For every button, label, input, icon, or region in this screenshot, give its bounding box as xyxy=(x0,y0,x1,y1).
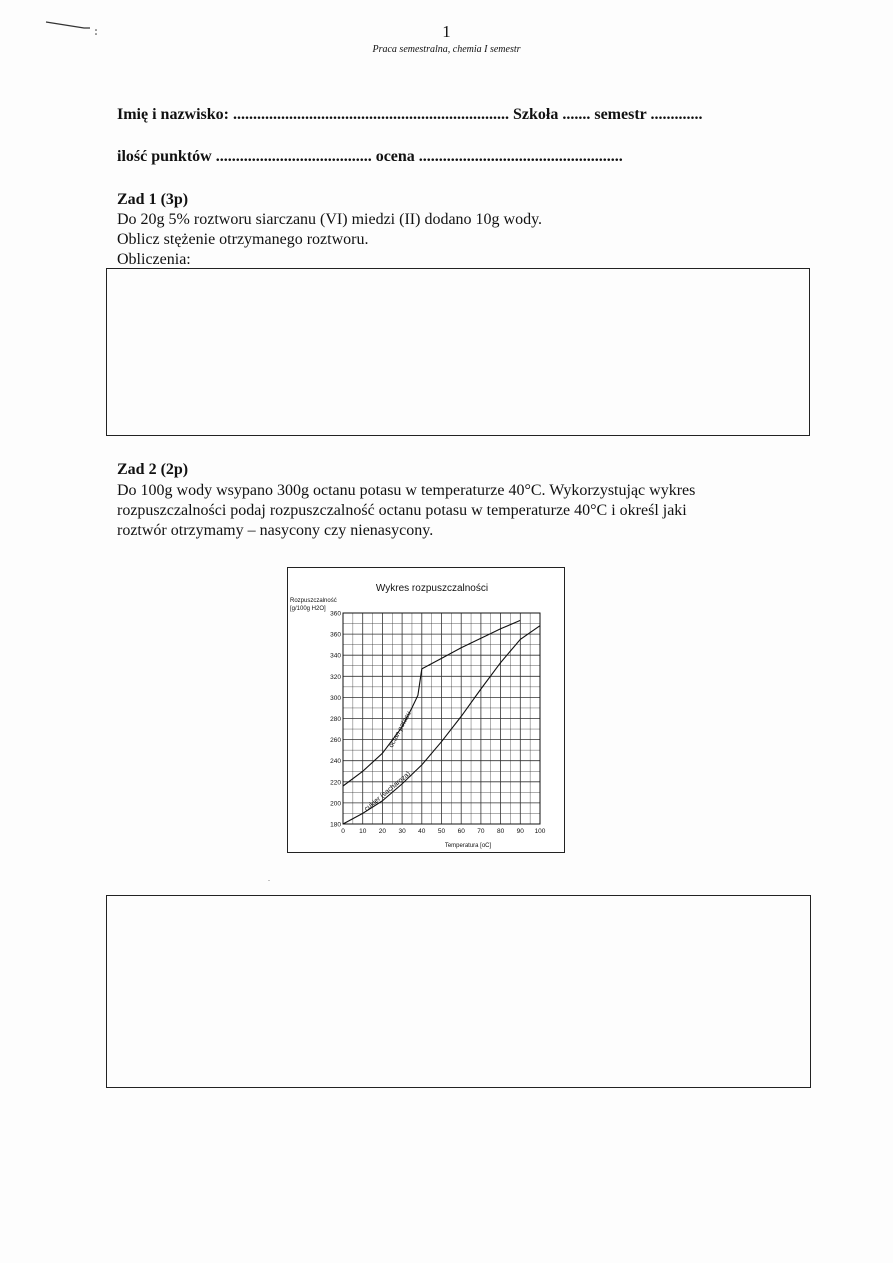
y-tick-label: 220 xyxy=(330,779,341,787)
y-tick-label: 200 xyxy=(330,800,341,808)
page-subtitle: Praca semestralna, chemia I semestr xyxy=(372,44,521,55)
x-tick-label: 10 xyxy=(359,828,367,835)
x-tick-label: 50 xyxy=(437,828,446,835)
series-label-octan-potasu: octan potasu xyxy=(387,710,413,749)
x-tick-label: 90 xyxy=(516,828,524,835)
chart-xlabel: Temperatura [oC] xyxy=(444,843,492,849)
task2-text-line2: rozpuszczalności podaj rozpuszczalność octanu potasu w temperaturze 40°C i określ jaki xyxy=(117,502,687,519)
task1-title: Zad 1 (3p) xyxy=(117,191,189,208)
task1-answer-box[interactable] xyxy=(106,268,810,436)
page-number: 1 xyxy=(442,22,451,41)
y-tick-label: 280 xyxy=(330,716,341,723)
chart-ylabel-line2: [g/100g H2O] xyxy=(290,606,326,612)
y-tick-label: 260 xyxy=(330,737,341,745)
task2-text-line1: Do 100g wody wsypano 300g octanu potasu w temperaturze 40°C. Wykorzystując wykres xyxy=(117,482,696,499)
y-tick-label: 180 xyxy=(330,821,341,829)
scan-speck: . xyxy=(268,874,270,883)
x-tick-label: 80 xyxy=(496,828,505,835)
solubility-chart xyxy=(288,568,564,852)
y-tick-label: 340 xyxy=(330,652,341,660)
chart-grid xyxy=(343,613,540,824)
x-tick-label: 100 xyxy=(534,828,546,835)
y-tick-label: 320 xyxy=(330,673,341,681)
chart-series-labels xyxy=(363,710,412,813)
task2-text-line3: roztwór otrzymamy – nasycony czy nienasycony. xyxy=(117,522,434,539)
x-tick-label: 60 xyxy=(457,828,465,835)
task2-answer-box[interactable] xyxy=(106,895,811,1088)
x-tick-label: 30 xyxy=(398,828,406,835)
x-tick-label: 0 xyxy=(341,828,345,835)
solubility-chart-frame xyxy=(287,567,565,853)
task2-title: Zad 2 (2p) xyxy=(117,461,189,478)
chart-ylabel-line1: Rozpuszczalność xyxy=(290,598,337,604)
y-tick-label: 360 xyxy=(330,631,341,639)
series-label-cukier: cukier (sacharoza) xyxy=(363,770,413,813)
y-tick-label: 240 xyxy=(330,758,341,766)
chart-title: Wykres rozpuszczalności xyxy=(375,583,489,594)
x-tick-label: 20 xyxy=(378,828,387,835)
x-tick-label: 70 xyxy=(477,828,485,835)
task1-text-line1: Do 20g 5% roztworu siarczanu (VI) miedzi (II) dodano 10g wody. xyxy=(117,211,543,228)
y-tick-label: 360 xyxy=(330,610,341,618)
y-tick-label: 300 xyxy=(330,694,341,702)
name-school-semester-line: Imię i nazwisko: ..................................................................... Szkoła ....... semestr ............. xyxy=(117,106,703,123)
task1-text-line2: Oblicz stężenie otrzymanego roztworu. xyxy=(117,231,369,248)
x-tick-label: 40 xyxy=(418,828,426,835)
points-grade-line: ilość punktów ....................................... ocena ................................................... xyxy=(117,148,623,165)
task1-calc-label: Obliczenia: xyxy=(117,251,191,268)
